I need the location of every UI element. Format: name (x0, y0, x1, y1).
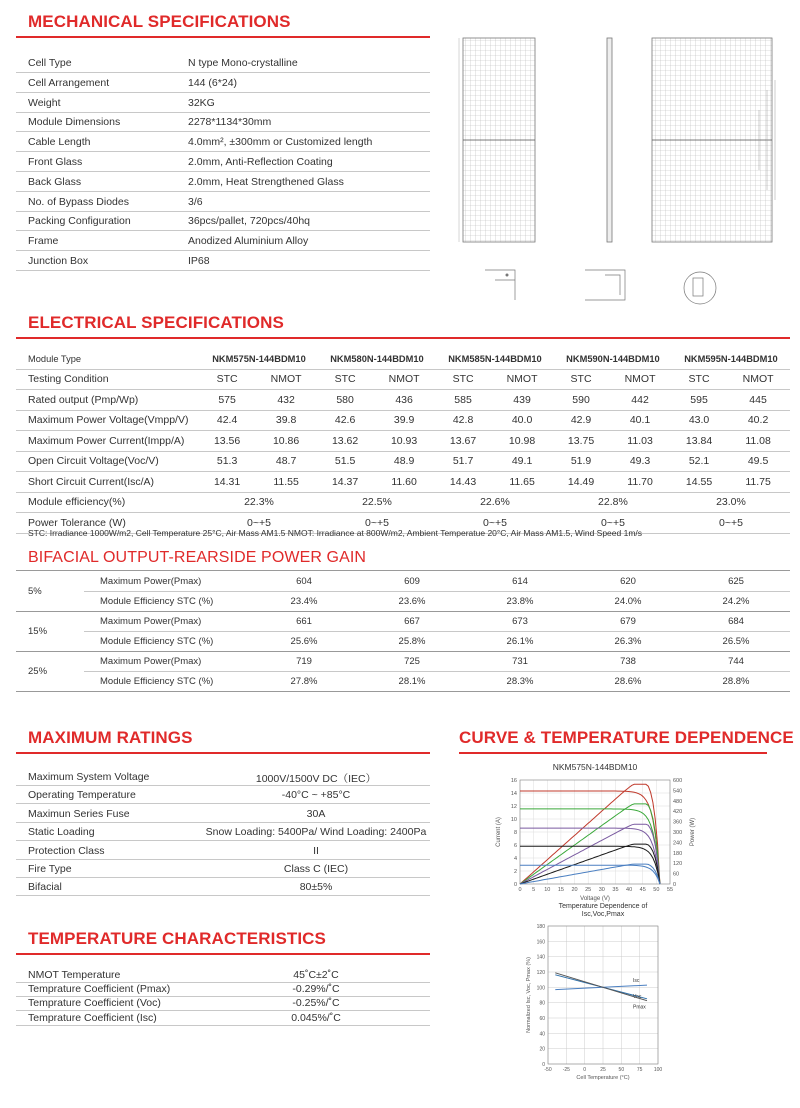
mechanical-row (16, 151, 430, 172)
electrical-header-row (16, 349, 790, 369)
electrical-cell: 439 (490, 390, 554, 411)
mechanical-row-label: Weight (28, 96, 61, 109)
mechanical-row-label: Frame (28, 235, 59, 248)
electrical-cell: 42.6 (318, 410, 372, 431)
max-rating-row (16, 804, 430, 823)
electrical-cell: 48.9 (372, 451, 436, 472)
iv-chart-y2-tick: 300 (673, 830, 683, 836)
iv-chart-x-label: Voltage (V) (580, 896, 610, 902)
electrical-cell: 13.67 (436, 431, 490, 452)
temp-chart-x-tick: 25 (600, 1067, 606, 1073)
iv-chart-x-tick: 45 (639, 887, 646, 893)
iv-chart-y-tick: 0 (513, 882, 517, 888)
electrical-merged-cell: 0~+5 (436, 513, 554, 534)
electrical-row (16, 390, 790, 411)
electrical-cell: 49.1 (490, 451, 554, 472)
max-rating-row (16, 822, 430, 841)
temperature-row (16, 982, 430, 997)
electrical-cell: NMOT (372, 369, 436, 390)
bifacial-pmax-cell: 738 (574, 652, 682, 672)
iv-chart-y2-tick: 420 (673, 809, 683, 816)
electrical-cell: 11.03 (608, 431, 672, 452)
bifacial-efficiency-cell: 28.8% (682, 672, 790, 692)
electrical-cell: 436 (372, 390, 436, 411)
electrical-cell: 11.60 (372, 472, 436, 493)
electrical-title-underline (16, 337, 790, 339)
electrical-cell: 11.55 (254, 472, 318, 493)
bifacial-efficiency-cell: 23.8% (466, 592, 574, 612)
temperature-row (16, 996, 430, 1011)
bifacial-pmax-label: Maximum Power(Pmax) (84, 572, 250, 592)
temp-chart-y-tick: 120 (536, 970, 545, 976)
electrical-cell: 42.4 (200, 410, 254, 431)
temperature-row-label: Temprature Coefficient (Isc) (28, 1011, 157, 1024)
mechanical-row-value: IP68 (188, 255, 210, 267)
temperature-dependence-chart (520, 918, 680, 1080)
max-rating-row (16, 859, 430, 878)
electrical-cell: 14.55 (672, 472, 726, 493)
max-rating-row (16, 767, 430, 786)
module-type-label: Module Type (16, 349, 200, 369)
electrical-cell: 11.65 (490, 472, 554, 493)
max-rating-label: Bifacial (28, 881, 62, 894)
test-conditions-note: STC: Irradiance 1000W/m2, Cell Temperature 25°C, Air Mass AM1.5 NMOT: Irradiance at 800W/m2, Ambient Temperatue 20°C, Air Mass AM1.5, Wind Speed 1m/s (28, 528, 643, 538)
bifacial-efficiency-cell: 26.5% (682, 632, 790, 652)
electrical-cell: 40.0 (490, 410, 554, 431)
mechanical-row (16, 111, 430, 132)
module-dimension-drawings (455, 30, 790, 325)
pv-curve-series (520, 824, 660, 884)
electrical-row-label: Short Circuit Current(Isc/A) (16, 472, 200, 493)
bifacial-pmax-cell: 661 (250, 612, 358, 632)
bifacial-efficiency-label: Module Efficiency STC (%) (84, 592, 250, 612)
iv-curve-series (520, 828, 660, 884)
iv-chart-y-label: Current (A) (496, 817, 502, 847)
electrical-cell: 432 (254, 390, 318, 411)
temp-chart-y-tick: 100 (536, 985, 545, 992)
electrical-cell: STC (200, 369, 254, 390)
mechanical-row-label: Back Glass (28, 175, 82, 188)
module-front-view-drawing (459, 38, 535, 242)
bifacial-efficiency-cell: 25.8% (358, 632, 466, 652)
bifacial-efficiency-cell: 28.3% (466, 672, 574, 692)
max-rating-row (16, 877, 430, 896)
mechanical-row-label: Cell Arrangement (28, 76, 110, 89)
electrical-cell: 51.3 (200, 451, 254, 472)
iv-chart-x-tick: 15 (557, 887, 564, 893)
electrical-cell: NMOT (608, 369, 672, 390)
model-name-header: NKM580N-144BDM10 (318, 349, 436, 369)
temperature-row-label: Temprature Coefficient (Pmax) (28, 983, 171, 996)
temperature-title: TEMPERATURE CHARACTERISTICS (28, 929, 327, 948)
mechanical-row-value: 3/6 (188, 195, 203, 208)
bifacial-efficiency-row (16, 632, 790, 652)
bifacial-pmax-row (16, 572, 790, 592)
mechanical-row (16, 210, 430, 231)
temp-chart-title-text: Temperature Dependence of Isc,Voc,Pmax (558, 903, 648, 918)
electrical-cell: 13.75 (554, 431, 608, 452)
temperature-row (16, 1011, 430, 1026)
electrical-cell: STC (672, 369, 726, 390)
electrical-row (16, 451, 790, 472)
electrical-row-label: Open Circuit Voltage(Voc/V) (16, 451, 200, 472)
temp-chart-x-tick: -25 (562, 1067, 570, 1073)
iv-chart-x-tick: 30 (598, 887, 605, 893)
mechanical-title-underline (16, 36, 430, 38)
electrical-cell: 48.7 (254, 451, 318, 472)
electrical-row (16, 472, 790, 493)
bifacial-pmax-cell: 609 (358, 572, 466, 592)
iv-chart-y2-tick: 180 (673, 850, 683, 857)
electrical-merged-cell: 22.8% (554, 492, 672, 513)
electrical-merged-cell: 0~+5 (554, 513, 672, 534)
temp-chart-x-tick: 75 (636, 1067, 643, 1073)
bifacial-efficiency-cell: 27.8% (250, 672, 358, 692)
max-ratings-title-underline (16, 752, 430, 754)
iv-chart-y2-tick: 0 (673, 882, 677, 888)
frame-section-detail-2 (585, 270, 625, 300)
electrical-cell: NMOT (726, 369, 790, 390)
electrical-cell: 13.62 (318, 431, 372, 452)
mechanical-title: MECHANICAL SPECIFICATIONS (28, 12, 291, 31)
electrical-cell: 442 (608, 390, 672, 411)
mechanical-row-value: 2278*1134*30mm (188, 116, 272, 129)
pv-curve-series (520, 864, 660, 884)
temp-chart-y-tick: 160 (536, 939, 545, 946)
electrical-cell: NMOT (490, 369, 554, 390)
curve-title-underline (459, 752, 767, 754)
iv-chart-y-tick: 6 (513, 843, 517, 849)
bifacial-title: BIFACIAL OUTPUT-REARSIDE POWER GAIN (28, 549, 367, 566)
model-name-header: NKM595N-144BDM10 (672, 349, 790, 369)
temp-chart-y-tick: 180 (536, 924, 545, 930)
electrical-cell: 51.7 (436, 451, 490, 472)
bifacial-pmax-cell: 625 (682, 572, 790, 592)
electrical-merged-cell: 0~+5 (318, 513, 436, 534)
electrical-cell: NMOT (254, 369, 318, 390)
electrical-merged-row (16, 492, 790, 513)
electrical-cell: 49.3 (608, 451, 672, 472)
mechanical-row-label: Cable Length (28, 136, 91, 149)
module-side-view-drawing (607, 38, 612, 242)
max-rating-label: Maximum System Voltage (28, 771, 150, 783)
bifacial-pmax-row (16, 652, 790, 672)
electrical-cell: 39.8 (254, 410, 318, 431)
mechanical-row (16, 52, 430, 73)
mechanical-row-label: Front Glass (28, 156, 83, 168)
iv-chart-y2-tick: 60 (673, 871, 680, 878)
iv-chart-y2-label: Power (W) (690, 817, 696, 847)
max-rating-label: Maximun Series Fuse (28, 807, 130, 820)
bifacial-efficiency-cell: 26.1% (466, 632, 574, 652)
temperature-title-underline (16, 953, 430, 955)
bifacial-pmax-cell: 731 (466, 652, 574, 672)
iv-curve-series (520, 791, 660, 884)
electrical-merged-cell: 0~+5 (200, 513, 318, 534)
electrical-merged-cell: 22.3% (200, 492, 318, 513)
bifacial-efficiency-cell: 24.0% (574, 592, 682, 612)
mechanical-row (16, 72, 430, 93)
mechanical-row-value: 36pcs/pallet, 720pcs/40hq (188, 215, 311, 228)
bifacial-efficiency-cell: 28.1% (358, 672, 466, 692)
temp-chart-y-label: Normalized Isc, Voc, Pmax (%) (526, 957, 532, 1033)
iv-chart-y-tick: 14 (510, 791, 517, 797)
bifacial-efficiency-row (16, 672, 790, 692)
electrical-cell: 40.2 (726, 410, 790, 431)
electrical-cell: 10.86 (254, 431, 318, 452)
max-rating-label: Operating Temperature (28, 789, 136, 802)
electrical-cell: 14.31 (200, 472, 254, 493)
electrical-cell: 51.9 (554, 451, 608, 472)
electrical-cell: STC (554, 369, 608, 390)
electrical-row-label: Testing Condition (16, 369, 200, 390)
mechanical-row (16, 191, 430, 212)
electrical-cell: 585 (436, 390, 490, 411)
bifacial-pmax-cell: 604 (250, 572, 358, 592)
bifacial-efficiency-label: Module Efficiency STC (%) (84, 672, 250, 692)
max-rating-value: 1000V/1500V DC（IEC） (255, 773, 377, 785)
temp-chart-x-label: Cell Temperature (°C) (576, 1075, 630, 1080)
max-ratings-title: MAXIMUM RATINGS (28, 728, 193, 747)
bifacial-title-underline (16, 570, 790, 571)
iv-chart-y2-tick: 600 (673, 778, 683, 784)
bifacial-pmax-cell: 620 (574, 572, 682, 592)
electrical-row (16, 369, 790, 390)
iv-chart-y-tick: 10 (510, 817, 517, 823)
mechanical-row-label: Packing Configuration (28, 215, 131, 228)
temp-chart-series-label: Pmax (633, 1004, 646, 1011)
electrical-cell: 40.1 (608, 410, 672, 431)
iv-chart-y-tick: 2 (513, 869, 517, 875)
iv-chart-y2-tick: 480 (673, 798, 683, 805)
iv-chart-y2-tick: 540 (673, 788, 683, 795)
electrical-cell: 13.84 (672, 431, 726, 452)
electrical-row (16, 431, 790, 452)
electrical-cell: 595 (672, 390, 726, 411)
electrical-cell: 43.0 (672, 410, 726, 431)
iv-chart-y2-tick: 120 (673, 861, 683, 868)
electrical-cell: 42.8 (436, 410, 490, 431)
mechanical-row (16, 92, 430, 113)
bifacial-pmax-cell: 725 (358, 652, 466, 672)
bifacial-efficiency-cell: 24.2% (682, 592, 790, 612)
temp-chart-series-label: Voc (633, 993, 642, 1000)
electrical-cell: 51.5 (318, 451, 372, 472)
max-rating-label: Static Loading (28, 826, 95, 839)
bifacial-gain-percent: 25% (16, 652, 84, 692)
electrical-cell: 14.43 (436, 472, 490, 493)
mechanical-row (16, 131, 430, 152)
max-rating-value: -40°C ~ +85°C (281, 789, 351, 802)
frame-section-detail-1 (485, 270, 515, 300)
electrical-merged-cell: 22.6% (436, 492, 554, 513)
electrical-cell: 49.5 (726, 451, 790, 472)
iv-chart-x-tick: 20 (571, 887, 578, 893)
bifacial-table (16, 572, 790, 692)
temp-chart-series-pmax (555, 973, 647, 1001)
electrical-cell: 14.37 (318, 472, 372, 493)
bifacial-efficiency-label: Module Efficiency STC (%) (84, 632, 250, 652)
electrical-row-label: Module efficiency(%) (16, 492, 200, 513)
electrical-row-label: Power Tolerance (W) (16, 513, 200, 534)
electrical-cell: 445 (726, 390, 790, 411)
temp-chart-series-label: Isc (633, 978, 640, 985)
temperature-row-value: 45˚C±2˚C (293, 969, 339, 981)
electrical-title: ELECTRICAL SPECIFICATIONS (28, 313, 284, 332)
mechanical-row-value: 4.0mm², ±300mm or Customized length (188, 136, 373, 149)
model-name-header: NKM590N-144BDM10 (554, 349, 672, 369)
electrical-cell: 580 (318, 390, 372, 411)
bifacial-pmax-label: Maximum Power(Pmax) (84, 612, 250, 632)
bifacial-pmax-cell: 719 (250, 652, 358, 672)
electrical-cell: STC (436, 369, 490, 390)
mechanical-row-value: 2.0mm, Anti-Reflection Coating (188, 156, 333, 168)
max-rating-label: Fire Type (28, 863, 72, 875)
mechanical-row-value: 2.0mm, Heat Strengthened Glass (188, 175, 344, 188)
electrical-merged-cell: 23.0% (672, 492, 790, 513)
mounting-hole-detail (684, 272, 716, 304)
electrical-cell: 11.70 (608, 472, 672, 493)
electrical-cell: 13.56 (200, 431, 254, 452)
max-rating-row (16, 841, 430, 860)
max-rating-value: 80±5% (299, 881, 333, 894)
temp-chart-x-tick: -50 (544, 1067, 552, 1073)
electrical-row (16, 410, 790, 431)
temp-chart-y-tick: 20 (539, 1046, 545, 1053)
iv-chart-title: NKM575N-144BDM10 (552, 762, 638, 772)
electrical-cell: 575 (200, 390, 254, 411)
electrical-cell: 11.75 (726, 472, 790, 493)
temp-chart-y-tick: 140 (536, 954, 545, 961)
electrical-cell: 11.08 (726, 431, 790, 452)
temperature-row-label: NMOT Temperature (28, 969, 121, 981)
mechanical-row (16, 250, 430, 271)
iv-chart-x-tick: 10 (544, 887, 551, 893)
bifacial-pmax-cell: 744 (682, 652, 790, 672)
bifacial-efficiency-cell: 25.6% (250, 632, 358, 652)
max-rating-value: 30A (306, 807, 326, 820)
electrical-table (16, 349, 790, 534)
iv-chart-y-tick: 12 (510, 804, 517, 810)
iv-chart-x-tick: 55 (666, 887, 674, 893)
temperature-row-value: -0.29%/˚C (292, 983, 340, 996)
mechanical-row-label: No. of Bypass Diodes (28, 195, 129, 208)
electrical-row-label: Rated output (Pmp/Wp) (16, 390, 200, 411)
electrical-row-label: Maximum Power Voltage(Vmpp/V) (16, 410, 200, 431)
electrical-cell: 42.9 (554, 410, 608, 431)
module-back-view-drawing (652, 38, 775, 242)
iv-chart-x-tick: 35 (612, 887, 619, 893)
max-rating-label: Protection Class (28, 844, 105, 857)
mechanical-row (16, 230, 430, 251)
temp-chart-x-tick: 0 (583, 1067, 587, 1073)
mechanical-row (16, 171, 430, 192)
iv-chart-y2-tick: 240 (673, 840, 683, 847)
bifacial-efficiency-cell: 23.4% (250, 592, 358, 612)
iv-chart-y-tick: 4 (513, 856, 517, 862)
electrical-row-label: Maximum Power Current(Impp/A) (16, 431, 200, 452)
electrical-cell: STC (318, 369, 372, 390)
temp-chart-y-tick: 80 (539, 1000, 545, 1007)
mechanical-row-value: 32KG (188, 96, 215, 109)
mechanical-row-value: N type Mono-crystalline (188, 57, 298, 69)
bifacial-efficiency-row (16, 592, 790, 612)
iv-curve-series (520, 865, 660, 884)
bifacial-pmax-cell: 614 (466, 572, 574, 592)
temperature-row-label: Temprature Coefficient (Voc) (28, 997, 161, 1010)
max-rating-row (16, 785, 430, 804)
iv-chart-y-tick: 16 (510, 778, 517, 784)
electrical-cell: 14.49 (554, 472, 608, 493)
bifacial-gain-percent: 15% (16, 612, 84, 652)
temperature-row-value: -0.25%/˚C (292, 997, 340, 1010)
iv-chart-x-tick: 50 (653, 887, 660, 893)
electrical-merged-cell: 22.5% (318, 492, 436, 513)
max-rating-value: Snow Loading: 5400Pa/ Wind Loading: 2400Pa (205, 826, 427, 839)
curve-title: CURVE & TEMPERATURE DEPENDENCE (459, 728, 794, 747)
bifacial-pmax-cell: 673 (466, 612, 574, 632)
bifacial-pmax-row (16, 612, 790, 632)
bifacial-efficiency-cell: 23.6% (358, 592, 466, 612)
temperature-row (16, 968, 430, 983)
mechanical-row-value: Anodized Aluminium Alloy (188, 235, 309, 248)
electrical-merged-cell: 0~+5 (672, 513, 790, 534)
iv-chart-x-tick: 40 (626, 887, 633, 893)
temp-chart-y-tick: 0 (542, 1062, 545, 1068)
iv-chart-y2-tick: 360 (673, 819, 683, 826)
bifacial-pmax-label: Maximum Power(Pmax) (84, 652, 250, 672)
iv-curve-chart (490, 758, 700, 918)
bifacial-efficiency-cell: 26.3% (574, 632, 682, 652)
iv-chart-x-tick: 25 (585, 887, 592, 893)
mechanical-row-label: Module Dimensions (28, 116, 121, 129)
temp-chart-x-tick: 50 (618, 1067, 625, 1073)
electrical-cell: 10.93 (372, 431, 436, 452)
bifacial-pmax-cell: 667 (358, 612, 466, 632)
model-name-header: NKM585N-144BDM10 (436, 349, 554, 369)
max-rating-value: Class C (IEC) (283, 863, 349, 875)
model-name-header: NKM575N-144BDM10 (200, 349, 318, 369)
temp-chart-x-tick: 100 (653, 1067, 663, 1073)
bifacial-gain-percent: 5% (16, 572, 84, 612)
bifacial-pmax-cell: 684 (682, 612, 790, 632)
temp-chart-y-tick: 40 (539, 1031, 545, 1038)
mechanical-row-label: Cell Type (28, 57, 72, 69)
max-rating-value: II (313, 844, 319, 857)
mechanical-row-value: 144 (6*24) (188, 76, 238, 89)
bifacial-efficiency-cell: 28.6% (574, 672, 682, 692)
iv-chart-x-tick: 5 (532, 887, 536, 893)
temp-chart-y-tick: 60 (539, 1016, 545, 1022)
electrical-cell: 52.1 (672, 451, 726, 472)
electrical-cell: 10.98 (490, 431, 554, 452)
bifacial-pmax-cell: 679 (574, 612, 682, 632)
mechanical-row-label: Junction Box (28, 255, 89, 267)
electrical-cell: 590 (554, 390, 608, 411)
temperature-row-value: 0.045%/˚C (291, 1011, 341, 1024)
electrical-cell: 39.9 (372, 410, 436, 431)
iv-chart-x-tick: 0 (518, 887, 522, 893)
iv-chart-y-tick: 8 (513, 830, 517, 836)
